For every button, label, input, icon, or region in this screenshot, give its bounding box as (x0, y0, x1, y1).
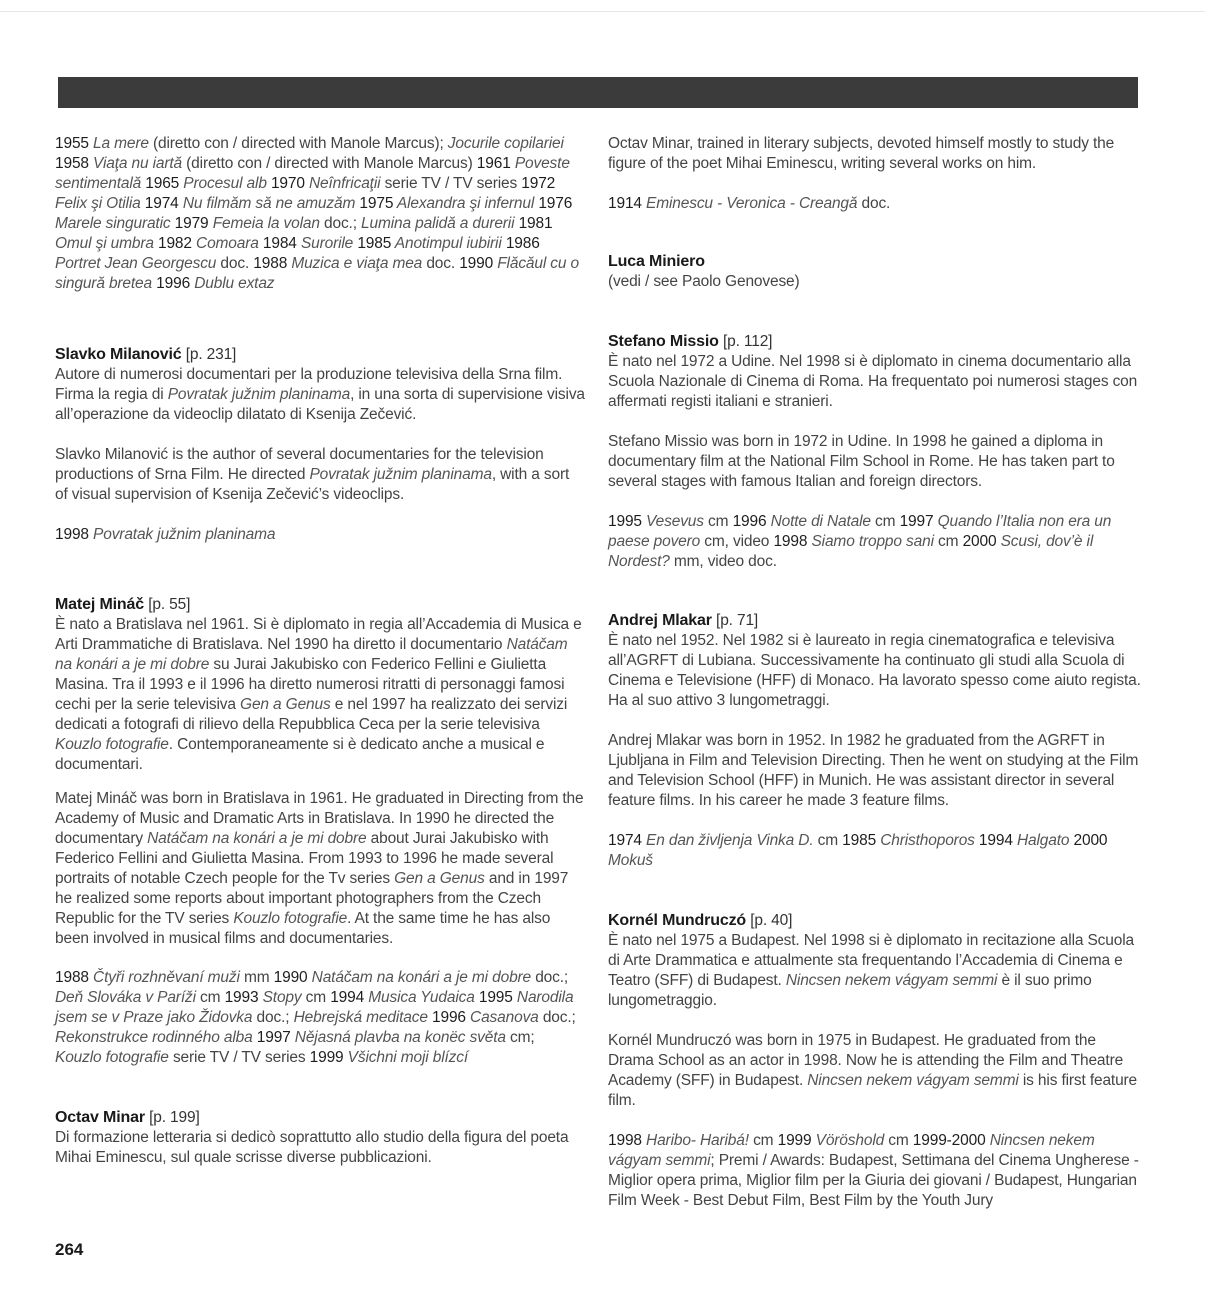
film-title: Anotimpul iubirii (391, 235, 502, 252)
text-run: mm (239, 969, 274, 986)
year: 2000 (962, 533, 997, 550)
text-run: and in 1997 he realized some reports about important photographers from the Czech Republic for the TV series (55, 870, 569, 927)
film-title: Muzica e viaţa mea (287, 255, 423, 272)
right-column (608, 134, 1143, 1211)
film-title: En dan življenja Vinka D. (641, 832, 814, 849)
film-title: La mere (88, 135, 149, 152)
year: 1975 (355, 195, 394, 212)
text-run: about Jurai Jakubisko with Federico Fellini and Giulietta Masina. From 1993 to 1996 he made several portraits of notable Czech people for the Tv series (55, 830, 554, 887)
year: 1986 (501, 235, 540, 252)
text-run: Stefano Missio was born in 1972 in Udine. In 1998 he gained a diploma in documentary film at the National Film School in Rome. He has taken part to several stages with famous Italian and foreign directors. (608, 433, 1115, 490)
film-title: Nějasná plavba na konëc světa (290, 1029, 506, 1046)
film-title: Vöröshold (811, 1132, 885, 1149)
film-title: Natáčam na konári a je mi dobre (307, 969, 532, 986)
entry-name: Luca Miniero (608, 253, 705, 270)
year: 1999 (777, 1132, 812, 1149)
film-title: Halgato (1012, 832, 1070, 849)
bio-italian (608, 931, 1143, 1011)
text-run: È nato a Bratislava nel 1961. Si è diplomato in regia all’Accademia di Musica e Arti Drammatiche di Bratislava. Nel 1990 ha diretto il documentario (55, 616, 582, 653)
text-run: ; Premi / Awards: Budapest, Settimana del Cinema Ungherese - Miglior opera prima, Miglior film per la Giuria dei giovani / Budapest, Hungarian Film Week - Best Debut Film, Best Film by the Youth Jury (608, 1152, 1139, 1209)
year: 1999 (309, 1049, 344, 1066)
entry-matej-minac (55, 595, 585, 1068)
bio-english (608, 1031, 1143, 1111)
page-ref: [p. 55] (144, 596, 191, 613)
film-title: Notte di Natale (766, 513, 871, 530)
film-title: Marele singuratic (55, 215, 171, 232)
text-run: su Jurai Jakubisko con Federico Fellini e Giulietta Masina. Tra il 1993 e il 1996 ha diretto numerosi ritratti di personaggi famosi cechi per la serie televisiva (55, 656, 565, 713)
film-title: Povratak južnim planinama (167, 386, 351, 403)
bio-english (55, 789, 585, 949)
film-title: Siamo troppo sani (807, 533, 934, 550)
film-title: Nincsen nekem vágyam semmi (785, 972, 998, 989)
text-run: serie TV / TV series (380, 175, 522, 192)
year: 1996 (732, 513, 767, 530)
text-run: cm, video (700, 533, 774, 550)
year: 1994 (330, 989, 365, 1006)
cross-reference (608, 272, 1143, 292)
film-title: Eminescu - Veronica - Creangă (641, 195, 858, 212)
film-title: Mokuš (608, 852, 653, 869)
text-run: È nato nel 1975 a Budapest. Nel 1998 si è diplomato in recitazione alla Scuola di Arte Drammatica e attualmente sta frequentando l’Accademia di Cinema e Teatro (SFF) di Budapest. (608, 932, 1134, 989)
text-run: doc.; (538, 1009, 576, 1026)
year: 1976 (534, 195, 573, 212)
text-run: cm (748, 1132, 778, 1149)
filmography (608, 1131, 1143, 1211)
film-title: Dublu extaz (190, 275, 275, 292)
text-run: (diretto con / directed with Manole Marcus) (182, 155, 477, 172)
bio-english (55, 445, 585, 505)
entry-name: Stefano Missio (608, 333, 719, 350)
film-title: Čtyři rozhněvaní muži (88, 969, 240, 986)
year: 1995 (608, 513, 642, 530)
entry-octav-minar (55, 1108, 585, 1168)
film-title: Jocurile copilariei (447, 135, 564, 152)
entry-heading (55, 345, 585, 365)
page-ref: [p. 71] (711, 612, 759, 629)
film-title: Povratak južnim planinama (309, 466, 492, 483)
text-run: Andrej Mlakar was born in 1952. In 1982 he graduated from the AGRFT in Ljubljana in Film and Television Directing. Then he went on studying at the Film and Television School (HFF) in Munich. He was assistant director in several feature films. In his career he made 3 feature films. (608, 732, 1139, 809)
entry-andrej-mlakar (608, 611, 1143, 871)
text-run: is his first feature film. (608, 1072, 1138, 1109)
text-run: cm (884, 1132, 913, 1149)
entry-slavko-milanovic (55, 345, 585, 545)
text-run: (vedi / see Paolo Genovese) (608, 273, 800, 290)
year: 1998 (608, 1132, 642, 1149)
film-title: Stopy (258, 989, 302, 1006)
year: 1982 (153, 235, 192, 252)
year: 1985 (842, 832, 877, 849)
film-title: Narodila jsem se v Praze jako Židovka (55, 989, 574, 1026)
text-run: È nato nel 1972 a Udine. Nel 1998 si è diplomato in cinema documentario alla Scuola Nazionale di Cinema di Roma. Ha frequentato poi numerosi stages con affermati registi italiani e stranieri. (608, 353, 1138, 410)
text-run: doc. (422, 255, 460, 272)
text-run: , with a sort of visual supervision of Ksenija Zečević’s videoclips. (55, 466, 570, 503)
filmography (55, 968, 585, 1068)
text-run: cm (813, 832, 843, 849)
text-run: doc. (857, 195, 891, 212)
film-title: Quando l’Italia non era un paese povero (608, 513, 1112, 550)
filmography (608, 512, 1143, 572)
page-number: 264 (55, 1240, 84, 1259)
entry-name: Andrej Mlakar (608, 612, 712, 629)
film-title: Comoara (191, 235, 259, 252)
text-run: Kornél Mundruczó was born in 1975 in Budapest. He graduated from the Drama School as an actor in 1998. Now he is attending the Film and Theatre Academy (SFF) in Budapest. (608, 1032, 1124, 1089)
film-title: Gen a Genus (394, 870, 485, 887)
film-title: Kouzlo fotografie (55, 736, 169, 753)
text-run: cm; (505, 1029, 535, 1046)
film-title: Deň Slováka v Paríži (55, 989, 196, 1006)
left-column (55, 134, 585, 1168)
entry-heading (608, 611, 1143, 631)
year: 1993 (224, 989, 259, 1006)
filmography (55, 525, 585, 545)
entry-heading (608, 332, 1143, 352)
year: 1996 (152, 275, 191, 292)
year: 1970 (266, 175, 305, 192)
year: 1958 (55, 155, 89, 172)
film-title: Portret Jean Georgescu (55, 255, 217, 272)
entry-name: Octav Minar (55, 1109, 145, 1126)
year: 1985 (353, 235, 392, 252)
entry-heading (608, 911, 1143, 931)
film-title: Musica Yudaica (364, 989, 475, 1006)
text-run: serie TV / TV series (168, 1049, 310, 1066)
year: 1997 (252, 1029, 291, 1046)
film-title: Neînfricaţii (304, 175, 381, 192)
entry-luca-miniero (608, 252, 1143, 292)
bio-italian (608, 352, 1143, 412)
film-title: Všichni moji blízcí (343, 1049, 468, 1066)
film-title: Surorile (296, 235, 354, 252)
text-run: Autore di numerosi documentari per la produzione televisiva della Srna film. Firma la regia di (55, 366, 563, 403)
entry-kornel-mundruczo (608, 911, 1143, 1211)
film-title: Lumina palidă a durerii (361, 215, 515, 232)
film-title: Nu filmăm să ne amuzăm (178, 195, 356, 212)
bio-english (608, 432, 1143, 492)
film-title: Procesul alb (179, 175, 267, 192)
entry-heading (608, 252, 1143, 272)
text-run: doc.; (319, 215, 362, 232)
top-rule (0, 11, 1205, 12)
year: 1997 (899, 513, 934, 530)
filmography-continued (608, 194, 1143, 214)
film-title: Vesevus (641, 513, 704, 530)
film-title: Casanova (465, 1009, 539, 1026)
text-run: cm (870, 513, 900, 530)
year: 1988 (55, 969, 89, 986)
bio-italian (608, 631, 1143, 711)
bio-italian (55, 1128, 585, 1168)
text-run: doc. (216, 255, 254, 272)
entry-name: Matej Mináč (55, 596, 145, 613)
text-run: Slavko Milanović is the author of several documentaries for the television productions of Srna Film. He directed (55, 446, 544, 483)
text-run: Octav Minar, trained in literary subjects, devoted himself mostly to study the figure of the poet Mihai Eminescu, writing several works on him. (608, 135, 1115, 172)
film-title: Femeia la volan (208, 215, 320, 232)
bio-italian (55, 615, 585, 775)
year: 1974 (140, 195, 179, 212)
filmography (608, 831, 1143, 871)
year: 1972 (521, 175, 556, 192)
page-ref: [p. 231] (181, 346, 237, 363)
text-run: , in una sorta di supervisione visiva all’operazione da videoclip dilatato di Ksenija Zečević. (55, 386, 585, 423)
film-title: Viaţa nu iartă (88, 155, 183, 172)
film-title: Rekonstrukce rodinného alba (55, 1029, 253, 1046)
bio-italian (55, 365, 585, 425)
text-run: . Contemporaneamente si è dedicato anche a musical e documentari. (55, 736, 545, 773)
entry-name: Slavko Milanović (55, 346, 182, 363)
text-run: è il suo primo lungometraggio. (608, 972, 1092, 1009)
film-title: Flăcăul cu o singură bretea (55, 255, 580, 292)
bio-english-continued (608, 134, 1143, 174)
film-title: Poveste sentimentală (55, 155, 570, 192)
film-title: Natáčam na konári a je mi dobre (147, 830, 367, 847)
bio-english (608, 731, 1143, 811)
entry-heading (55, 595, 585, 615)
year: 1990 (459, 255, 494, 272)
text-run: e nel 1997 ha realizzato dei servizi dedicati a fotografi di rilievo della Repubblica Ceca per la serie televisiva (55, 696, 568, 733)
entry-name: Kornél Mundruczó (608, 912, 747, 929)
film-title: Nincsen nekem vágyam semmi (807, 1072, 1019, 1089)
year: 1995 (474, 989, 513, 1006)
text-run: Matej Mináč was born in Bratislava in 1961. He graduated in Directing from the Academy of Music and Dramatic Arts in Bratislava. In 1990 he directed the documentary (55, 790, 584, 847)
film-title: Omul şi umbra (55, 235, 154, 252)
year: 1999-2000 (912, 1132, 986, 1149)
film-title: Nincsen nekem vágyam semmi (608, 1132, 1095, 1169)
year: 1974 (608, 832, 642, 849)
text-run: (diretto con / directed with Manole Marcus); (148, 135, 448, 152)
film-title: Haribo- Haribá! (641, 1132, 749, 1149)
text-run: È nato nel 1952. Nel 1982 si è laureato in regia cinematografica e televisiva all’AGRFT di Lubiana. Successivamente ha continuato gli studi alla Scuola di Cinema e Televisione (HFF) di Monaco. Ha lavorato spesso come aiuto regista. Ha al suo attivo 3 lungometraggi. (608, 632, 1141, 709)
entry-heading (55, 1108, 585, 1128)
year: 1998 (55, 526, 89, 543)
header-bar (58, 77, 1138, 108)
year: 1914 (608, 195, 642, 212)
film-title: Natáčam na konári a je mi dobre (55, 636, 568, 673)
film-title: Povratak južnim planinama (88, 526, 276, 543)
year: 1979 (170, 215, 209, 232)
page-ref: [p. 199] (144, 1109, 200, 1126)
film-title: Christhoporos (876, 832, 975, 849)
year: 1988 (253, 255, 288, 272)
entry-stefano-missio (608, 332, 1143, 572)
year: 1994 (974, 832, 1013, 849)
filmography-continued (55, 134, 585, 294)
text-run: cm (703, 513, 733, 530)
text-run: doc.; (531, 969, 569, 986)
year: 1990 (273, 969, 308, 986)
text-run: . At the same time he has also been involved in musical films and documentaries. (55, 910, 551, 947)
year: 1961 (476, 155, 511, 172)
film-title: Scusi, dov’è il Nordest? (608, 533, 1094, 570)
year: 1981 (514, 215, 553, 232)
film-title: Alexandra şi infernul (393, 195, 535, 212)
year: 1996 (427, 1009, 466, 1026)
year: 1955 (55, 135, 89, 152)
page-ref: [p. 112] (718, 333, 773, 350)
text-run: cm (195, 989, 225, 1006)
year: 1965 (141, 175, 180, 192)
film-title: Felix şi Otilia (55, 195, 141, 212)
film-title: Gen a Genus (240, 696, 331, 713)
film-title: Kouzlo fotografie (55, 1049, 169, 1066)
page-ref: [p. 40] (746, 912, 793, 929)
text-run: cm (301, 989, 331, 1006)
film-title: Hebrejská meditace (293, 1009, 428, 1026)
year: 1984 (258, 235, 297, 252)
text-run: Di formazione letteraria si dedicò soprattutto allo studio della figura del poeta Mihai Eminescu, sul quale scrisse diverse pubblicazioni. (55, 1129, 569, 1166)
text-run: cm (933, 533, 963, 550)
year: 1998 (773, 533, 808, 550)
year: 2000 (1069, 832, 1108, 849)
text-run: doc.; (252, 1009, 294, 1026)
text-run: mm, video doc. (669, 553, 777, 570)
film-title: Kouzlo fotografie (233, 910, 348, 927)
